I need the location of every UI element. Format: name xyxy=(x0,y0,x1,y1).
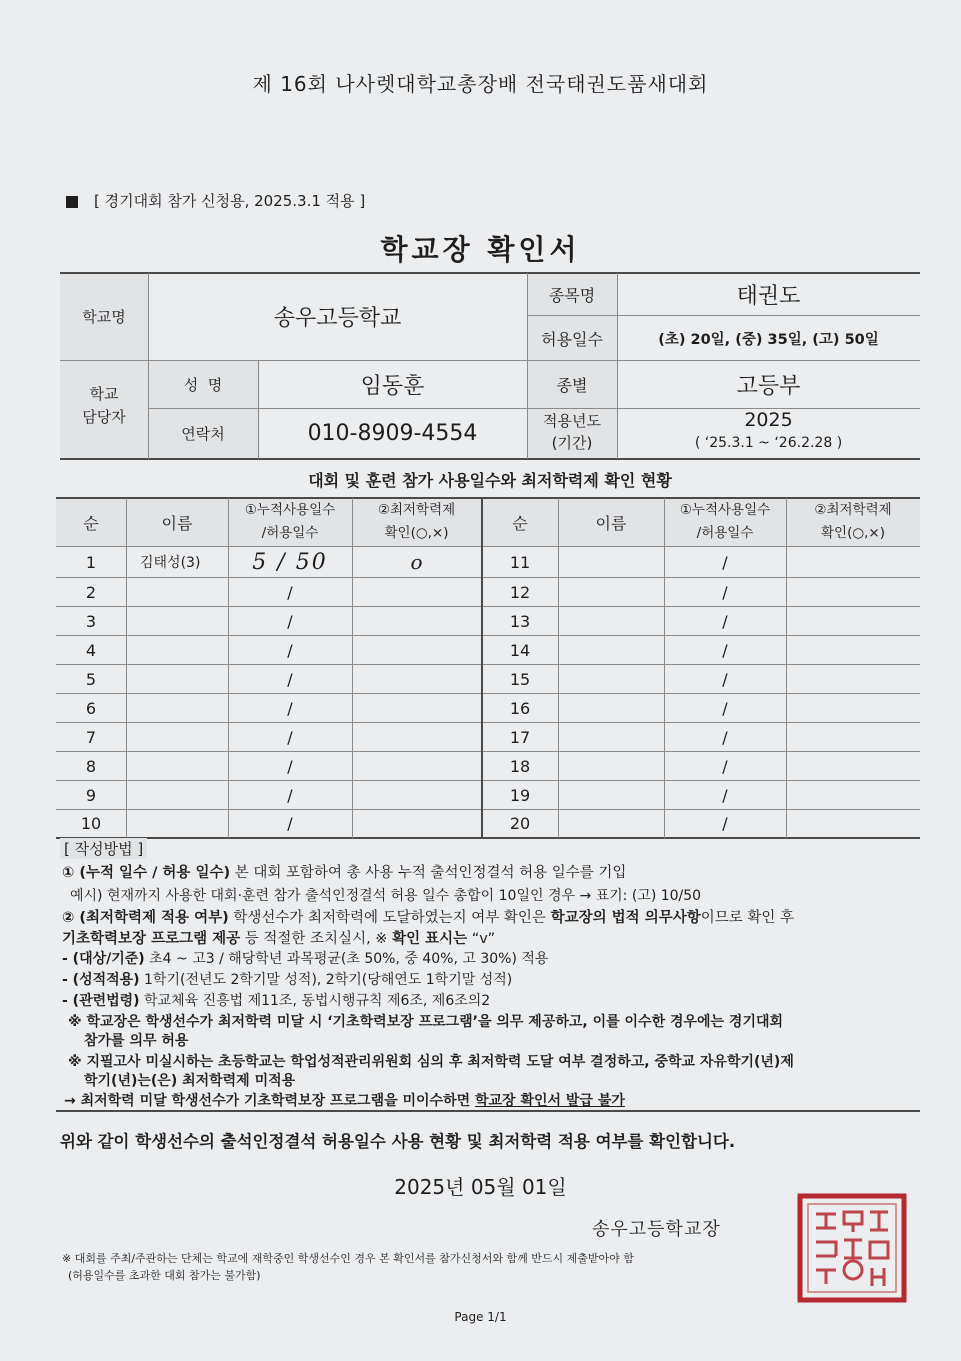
method-line: - (대상/기준) 초4 ~ 고3 / 해당학년 과목평균(초 50%, 중 40%, 고 30%) 적용 xyxy=(62,951,549,967)
division-label: 종별 xyxy=(556,376,588,395)
row-no: 4 xyxy=(85,640,97,660)
contact-value: 010-8909-4554 xyxy=(307,421,478,446)
row-days: / xyxy=(287,611,293,631)
allowed-value: (초) 20일, (중) 35일, (고) 50일 xyxy=(658,331,879,348)
row-days: / xyxy=(287,698,293,718)
footer-note-2: (허용일수를 초과한 대회 참가는 불가함) xyxy=(68,1269,261,1282)
header-cum-right: ①누적사용일수 /허용일수 xyxy=(679,502,771,541)
method-line: ※ 학교장은 학생선수가 최저학력 미달 시 ‘기초학력보장 프로그램’을 의무 제공하고, 이를 이수한 경우에는 경기대회 xyxy=(68,1014,784,1030)
row-name: 김태성(3) xyxy=(140,555,201,571)
header-no-right: 순 xyxy=(512,513,528,533)
row-days: / xyxy=(722,698,728,718)
date-text: 2025년 05월 01일 xyxy=(394,1175,567,1199)
row-days: 5 / 50 xyxy=(252,549,328,575)
status-title: 대회 및 훈련 참가 사용일수와 최저학력제 확인 현황 xyxy=(308,471,672,490)
method-line: 기초학력보장 프로그램 제공 등 적절한 조치실시, ※ 확인 표시는 “v” xyxy=(62,931,496,947)
year-value: 2025 xyxy=(744,409,793,431)
row-no: 19 xyxy=(509,785,531,805)
header-cum: ①누적사용일수 /허용일수 xyxy=(244,502,336,541)
method-line: → 최저학력 미달 학생선수가 기초학력보장 프로그램을 미이수하면 학교장 확인서 발급 불가 xyxy=(64,1093,625,1109)
principal-name: 송우고등학교장 xyxy=(592,1219,721,1240)
row-no: 6 xyxy=(85,698,97,718)
header-min-right: ②최저학력제 확인(○,×) xyxy=(814,502,892,541)
row-no: 7 xyxy=(85,727,97,747)
header-no: 순 xyxy=(83,513,99,533)
row-days: / xyxy=(287,814,293,833)
method-line: ② (최저학력제 적용 여부) 학생선수가 최저학력에 도달하였는지 여부 확인은 학교장의 법적 의무사항이므로 확인 후 xyxy=(62,910,794,926)
row-days: / xyxy=(287,756,293,776)
footer-note: ※ 대회를 주최/주관하는 단체는 학교에 재학중인 학생선수인 경우 본 확인서를 참가신청서와 함께 반드시 제출받아야 함 xyxy=(62,1252,634,1265)
sport-label: 종목명 xyxy=(548,285,596,305)
row-no: 16 xyxy=(509,698,531,718)
page-number-block xyxy=(0,1310,961,1324)
row-days: / xyxy=(722,582,728,602)
row-no: 13 xyxy=(509,611,531,631)
manager-label: 학교 담당자 xyxy=(82,385,126,426)
contact-label: 연락처 xyxy=(181,425,225,443)
row-days: / xyxy=(722,552,728,572)
row-no: 11 xyxy=(509,552,531,572)
event-title: 제 16회 나사렛대학교총장배 전국태권도품새대회 xyxy=(252,72,709,96)
row-no: 9 xyxy=(85,785,97,805)
row-no: 8 xyxy=(85,756,97,776)
name-value: 임동훈 xyxy=(360,374,425,399)
row-no: 2 xyxy=(85,582,97,602)
row-no: 10 xyxy=(80,814,102,833)
row-no: 3 xyxy=(85,611,97,631)
method-line: ※ 지필고사 미실시하는 초등학교는 학업성적관리위원회 심의 후 최저학력 도달 여부 결정하고, 중학교 자유학기(년)제 xyxy=(68,1054,794,1070)
name-label: 성 명 xyxy=(183,376,223,394)
bullet-square-icon xyxy=(66,196,78,208)
row-days: / xyxy=(287,582,293,602)
method-line: ① (누적 일수 / 허용 일수) 본 대회 포함하여 총 사용 누적 출석인정결석 허용 일수를 기입 xyxy=(62,865,627,881)
row-days: / xyxy=(722,611,728,631)
row-days: / xyxy=(722,756,728,776)
row-days: / xyxy=(287,785,293,805)
row-days: / xyxy=(722,669,728,689)
form-note: [ 경기대회 참가 신청용, 2025.3.1 적용 ] xyxy=(94,192,366,210)
school-value: 송우고등학교 xyxy=(273,306,402,331)
year-label: 적용년도 (기간) xyxy=(543,412,601,452)
method-line: - (관련법령) 학교체육 진흥법 제11조, 동법시행규칙 제6조, 제6조의2 xyxy=(62,993,491,1009)
division-value: 고등부 xyxy=(736,374,801,399)
method-line: 참가를 의무 허용 xyxy=(84,1033,189,1049)
row-days: / xyxy=(722,727,728,747)
year-value-block xyxy=(617,407,920,453)
row-no: 14 xyxy=(509,640,531,660)
header-min: ②최저학력제 확인(○,×) xyxy=(377,502,456,541)
allowed-label: 허용일수 xyxy=(541,329,603,349)
row-no: 15 xyxy=(509,669,531,689)
sport-value: 태권도 xyxy=(736,283,801,309)
school-seal xyxy=(796,1192,908,1304)
method-example: 예시) 현재까지 사용한 대회·훈련 참가 출석인정결석 허용 일수 총합이 10일인 경우 → 표기: (고) 10/50 xyxy=(70,888,702,904)
row-days: / xyxy=(287,669,293,689)
row-no: 12 xyxy=(509,582,531,602)
header-name: 이름 xyxy=(161,513,193,533)
doc-title: 학교장 확인서 xyxy=(380,233,581,266)
row-no: 18 xyxy=(509,756,531,776)
method-line: - (성적적용) 1학기(전년도 2학기말 성적), 2학기(당해연도 1학기말 성적) xyxy=(62,972,513,988)
year-period: ( ‘25.3.1 ~ ‘26.2.28 ) xyxy=(694,435,843,451)
row-days: / xyxy=(287,640,293,660)
method-line: 학기(년)는(은) 최저학력제 미적용 xyxy=(84,1073,296,1089)
row-no: 20 xyxy=(509,814,531,833)
row-days: / xyxy=(287,727,293,747)
row-days: / xyxy=(722,814,728,833)
row-days: / xyxy=(722,640,728,660)
page-number: Page 1/1 xyxy=(454,1310,507,1324)
row-no: 5 xyxy=(85,669,97,689)
school-label: 학교명 xyxy=(82,308,126,326)
method-title: [ 작성방법 ] xyxy=(60,838,147,859)
confirm-text: 위와 같이 학생선수의 출석인정결석 허용일수 사용 현황 및 최저학력 적용 여부를 확인합니다. xyxy=(60,1132,736,1151)
row-check: o xyxy=(410,550,423,574)
row-days: / xyxy=(722,785,728,805)
row-no: 1 xyxy=(85,552,97,572)
row-no: 17 xyxy=(509,727,531,747)
header-name-right: 이름 xyxy=(595,513,627,533)
